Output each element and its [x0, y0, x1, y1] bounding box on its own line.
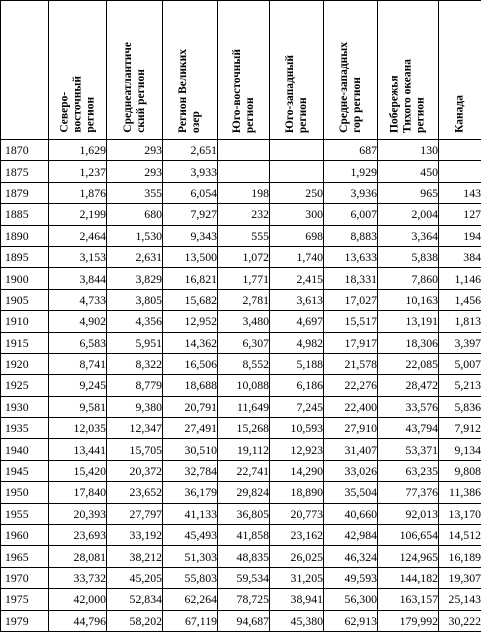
value-cell: 1,740 [270, 246, 324, 267]
value-cell: 12,952 [163, 311, 218, 332]
value-cell: 42,984 [324, 525, 378, 546]
value-cell: 300 [270, 204, 324, 225]
header-cell [378, 1, 439, 140]
value-cell: 124,965 [378, 546, 439, 567]
value-cell: 1,929 [324, 161, 378, 182]
year-cell: 1955 [1, 503, 49, 524]
value-cell: 63,235 [378, 460, 439, 481]
value-cell: 18,331 [324, 268, 378, 289]
value-cell: 67,119 [163, 610, 218, 631]
value-cell: 11,386 [439, 482, 481, 503]
value-cell: 9,343 [163, 225, 218, 246]
value-cell: 94,687 [218, 610, 270, 631]
value-cell: 33,576 [378, 396, 439, 417]
value-cell: 3,805 [107, 289, 163, 310]
value-cell: 7,912 [439, 418, 481, 439]
value-cell: 55,803 [163, 567, 218, 588]
value-cell: 3,397 [439, 332, 481, 353]
year-cell: 1915 [1, 332, 49, 353]
value-cell: 9,808 [439, 460, 481, 481]
value-cell: 6,186 [270, 375, 324, 396]
table-row [1, 246, 481, 267]
value-cell: 6,054 [163, 182, 218, 203]
value-cell: 7,245 [270, 396, 324, 417]
value-cell [218, 161, 270, 182]
value-cell: 2,631 [107, 246, 163, 267]
value-cell: 13,170 [439, 503, 481, 524]
value-cell: 1,146 [439, 268, 481, 289]
year-cell: 1930 [1, 396, 49, 417]
value-cell: 18,306 [378, 332, 439, 353]
value-cell: 2,199 [49, 204, 107, 225]
table-row [1, 140, 481, 161]
value-cell: 3,613 [270, 289, 324, 310]
value-cell: 1,072 [218, 246, 270, 267]
value-cell: 15,420 [49, 460, 107, 481]
value-cell: 293 [107, 161, 163, 182]
value-cell: 3,153 [49, 246, 107, 267]
table-row [1, 161, 481, 182]
value-cell [270, 161, 324, 182]
value-cell: 9,581 [49, 396, 107, 417]
year-cell: 1979 [1, 610, 49, 631]
value-cell: 2,781 [218, 289, 270, 310]
value-cell: 5,836 [439, 396, 481, 417]
year-cell: 1895 [1, 246, 49, 267]
table-row [1, 439, 481, 460]
value-cell: 1,237 [49, 161, 107, 182]
value-cell: 16,821 [163, 268, 218, 289]
table-row [1, 396, 481, 417]
value-cell: 2,415 [270, 268, 324, 289]
value-cell: 40,660 [324, 503, 378, 524]
value-cell: 49,593 [324, 567, 378, 588]
value-cell: 6,307 [218, 332, 270, 353]
value-cell: 31,205 [270, 567, 324, 588]
value-cell: 5,213 [439, 375, 481, 396]
value-cell: 13,633 [324, 246, 378, 267]
value-cell: 8,322 [107, 353, 163, 374]
table-row [1, 482, 481, 503]
header-cell [49, 1, 107, 140]
value-cell: 8,552 [218, 353, 270, 374]
header-label: Юго-западный регион [284, 55, 310, 133]
value-cell: 52,834 [107, 589, 163, 610]
value-cell: 42,000 [49, 589, 107, 610]
table-row [1, 610, 481, 631]
value-cell: 687 [324, 140, 378, 161]
value-cell: 19,307 [439, 567, 481, 588]
value-cell: 5,838 [378, 246, 439, 267]
table-row [1, 268, 481, 289]
value-cell: 3,933 [163, 161, 218, 182]
table-row [1, 225, 481, 246]
value-cell: 48,835 [218, 546, 270, 567]
value-cell: 45,493 [163, 525, 218, 546]
value-cell: 4,982 [270, 332, 324, 353]
value-cell: 18,688 [163, 375, 218, 396]
header-label: Юго-восточный регион [231, 49, 257, 133]
year-cell: 1945 [1, 460, 49, 481]
table-body [1, 140, 481, 632]
value-cell: 14,362 [163, 332, 218, 353]
value-cell: 250 [270, 182, 324, 203]
value-cell: 143 [439, 182, 481, 203]
value-cell: 41,133 [163, 503, 218, 524]
value-cell: 450 [378, 161, 439, 182]
value-cell: 38,941 [270, 589, 324, 610]
year-cell: 1975 [1, 589, 49, 610]
value-cell: 28,081 [49, 546, 107, 567]
year-cell: 1900 [1, 268, 49, 289]
year-cell: 1890 [1, 225, 49, 246]
header-cell-year [1, 1, 49, 140]
value-cell: 6,583 [49, 332, 107, 353]
header-cell [107, 1, 163, 140]
value-cell: 22,276 [324, 375, 378, 396]
value-cell: 23,162 [270, 525, 324, 546]
value-cell: 5,951 [107, 332, 163, 353]
value-cell: 30,222 [439, 610, 481, 631]
header-label: Регион Великих озер [177, 49, 203, 133]
value-cell: 2,651 [163, 140, 218, 161]
value-cell: 45,205 [107, 567, 163, 588]
header-row [1, 1, 481, 140]
value-cell: 8,883 [324, 225, 378, 246]
value-cell: 59,534 [218, 567, 270, 588]
table-row [1, 418, 481, 439]
value-cell [270, 140, 324, 161]
header-cell [163, 1, 218, 140]
value-cell: 698 [270, 225, 324, 246]
value-cell: 18,890 [270, 482, 324, 503]
value-cell: 23,693 [49, 525, 107, 546]
value-cell: 22,400 [324, 396, 378, 417]
value-cell: 92,013 [378, 503, 439, 524]
value-cell: 1,530 [107, 225, 163, 246]
year-cell: 1940 [1, 439, 49, 460]
value-cell: 58,202 [107, 610, 163, 631]
value-cell: 62,913 [324, 610, 378, 631]
value-cell: 19,112 [218, 439, 270, 460]
value-cell: 555 [218, 225, 270, 246]
value-cell [218, 140, 270, 161]
value-cell: 7,860 [378, 268, 439, 289]
value-cell: 10,088 [218, 375, 270, 396]
header-label: Северо- восточный регион [58, 76, 97, 133]
value-cell: 9,245 [49, 375, 107, 396]
value-cell: 144,182 [378, 567, 439, 588]
value-cell: 6,007 [324, 204, 378, 225]
value-cell: 12,035 [49, 418, 107, 439]
value-cell: 27,491 [163, 418, 218, 439]
value-cell: 3,480 [218, 311, 270, 332]
value-cell: 15,682 [163, 289, 218, 310]
value-cell: 1,876 [49, 182, 107, 203]
table-row [1, 460, 481, 481]
value-cell: 5,188 [270, 353, 324, 374]
value-cell: 355 [107, 182, 163, 203]
value-cell: 17,917 [324, 332, 378, 353]
value-cell: 46,324 [324, 546, 378, 567]
value-cell: 106,654 [378, 525, 439, 546]
table-row [1, 204, 481, 225]
value-cell: 198 [218, 182, 270, 203]
value-cell: 20,773 [270, 503, 324, 524]
value-cell: 384 [439, 246, 481, 267]
table-row [1, 289, 481, 310]
value-cell: 10,163 [378, 289, 439, 310]
value-cell: 56,300 [324, 589, 378, 610]
value-cell: 27,797 [107, 503, 163, 524]
value-cell: 32,784 [163, 460, 218, 481]
value-cell: 25,143 [439, 589, 481, 610]
year-cell: 1950 [1, 482, 49, 503]
table-row [1, 375, 481, 396]
value-cell: 33,026 [324, 460, 378, 481]
header-cell [324, 1, 378, 140]
value-cell: 12,923 [270, 439, 324, 460]
value-cell: 293 [107, 140, 163, 161]
value-cell: 965 [378, 182, 439, 203]
table-row [1, 311, 481, 332]
value-cell: 1,813 [439, 311, 481, 332]
year-cell: 1920 [1, 353, 49, 374]
value-cell: 16,189 [439, 546, 481, 567]
value-cell: 17,840 [49, 482, 107, 503]
header-label: Среднеатлантиче ский регион [122, 42, 148, 133]
value-cell: 13,191 [378, 311, 439, 332]
year-cell: 1960 [1, 525, 49, 546]
value-cell: 31,407 [324, 439, 378, 460]
year-cell: 1965 [1, 546, 49, 567]
value-cell: 2,004 [378, 204, 439, 225]
value-cell: 26,025 [270, 546, 324, 567]
value-cell: 9,380 [107, 396, 163, 417]
value-cell: 130 [378, 140, 439, 161]
table-row [1, 503, 481, 524]
year-cell: 1879 [1, 182, 49, 203]
value-cell: 14,290 [270, 460, 324, 481]
table-header [1, 1, 481, 140]
header-label: Канада [454, 95, 467, 133]
value-cell [439, 161, 481, 182]
value-cell: 22,085 [378, 353, 439, 374]
value-cell: 29,824 [218, 482, 270, 503]
year-cell: 1910 [1, 311, 49, 332]
year-cell: 1905 [1, 289, 49, 310]
table-row [1, 589, 481, 610]
year-cell: 1970 [1, 567, 49, 588]
value-cell: 43,794 [378, 418, 439, 439]
value-cell: 77,376 [378, 482, 439, 503]
value-cell: 62,264 [163, 589, 218, 610]
value-cell: 20,372 [107, 460, 163, 481]
value-cell: 36,805 [218, 503, 270, 524]
table-row [1, 182, 481, 203]
value-cell: 7,927 [163, 204, 218, 225]
value-cell: 11,649 [218, 396, 270, 417]
value-cell: 45,380 [270, 610, 324, 631]
value-cell: 15,268 [218, 418, 270, 439]
value-cell: 35,504 [324, 482, 378, 503]
value-cell: 127 [439, 204, 481, 225]
value-cell: 10,593 [270, 418, 324, 439]
value-cell: 1,771 [218, 268, 270, 289]
value-cell [439, 140, 481, 161]
value-cell: 12,347 [107, 418, 163, 439]
value-cell: 4,902 [49, 311, 107, 332]
value-cell: 179,992 [378, 610, 439, 631]
value-cell: 1,629 [49, 140, 107, 161]
value-cell: 8,741 [49, 353, 107, 374]
year-cell: 1885 [1, 204, 49, 225]
value-cell: 33,192 [107, 525, 163, 546]
value-cell: 17,027 [324, 289, 378, 310]
year-cell: 1925 [1, 375, 49, 396]
value-cell: 51,303 [163, 546, 218, 567]
value-cell: 53,371 [378, 439, 439, 460]
table-row [1, 567, 481, 588]
table-row [1, 353, 481, 374]
year-cell: 1870 [1, 140, 49, 161]
value-cell: 44,796 [49, 610, 107, 631]
value-cell: 4,697 [270, 311, 324, 332]
value-cell: 41,858 [218, 525, 270, 546]
value-cell: 4,733 [49, 289, 107, 310]
value-cell: 8,779 [107, 375, 163, 396]
value-cell: 3,936 [324, 182, 378, 203]
value-cell: 23,652 [107, 482, 163, 503]
header-label: Побережья Тихого океана регион [389, 59, 428, 133]
value-cell: 13,441 [49, 439, 107, 460]
value-cell: 13,500 [163, 246, 218, 267]
value-cell: 27,910 [324, 418, 378, 439]
value-cell: 3,829 [107, 268, 163, 289]
value-cell: 21,578 [324, 353, 378, 374]
value-cell: 30,510 [163, 439, 218, 460]
value-cell: 194 [439, 225, 481, 246]
header-label: Средне-западных гор регион [338, 42, 364, 133]
value-cell: 20,393 [49, 503, 107, 524]
value-cell: 22,741 [218, 460, 270, 481]
value-cell: 16,506 [163, 353, 218, 374]
value-cell: 680 [107, 204, 163, 225]
value-cell: 163,157 [378, 589, 439, 610]
value-cell: 3,364 [378, 225, 439, 246]
year-cell: 1935 [1, 418, 49, 439]
value-cell: 232 [218, 204, 270, 225]
table-row [1, 525, 481, 546]
value-cell: 78,725 [218, 589, 270, 610]
value-cell: 9,134 [439, 439, 481, 460]
value-cell: 5,007 [439, 353, 481, 374]
value-cell: 14,512 [439, 525, 481, 546]
value-cell: 36,179 [163, 482, 218, 503]
table-row [1, 546, 481, 567]
header-cell [270, 1, 324, 140]
table-row [1, 332, 481, 353]
value-cell: 1,456 [439, 289, 481, 310]
value-cell: 15,705 [107, 439, 163, 460]
value-cell: 28,472 [378, 375, 439, 396]
value-cell: 4,356 [107, 311, 163, 332]
value-cell: 2,464 [49, 225, 107, 246]
value-cell: 20,791 [163, 396, 218, 417]
value-cell: 15,517 [324, 311, 378, 332]
year-cell: 1875 [1, 161, 49, 182]
value-cell: 33,732 [49, 567, 107, 588]
value-cell: 38,212 [107, 546, 163, 567]
header-cell [439, 1, 481, 140]
value-cell: 3,844 [49, 268, 107, 289]
header-cell [218, 1, 270, 140]
